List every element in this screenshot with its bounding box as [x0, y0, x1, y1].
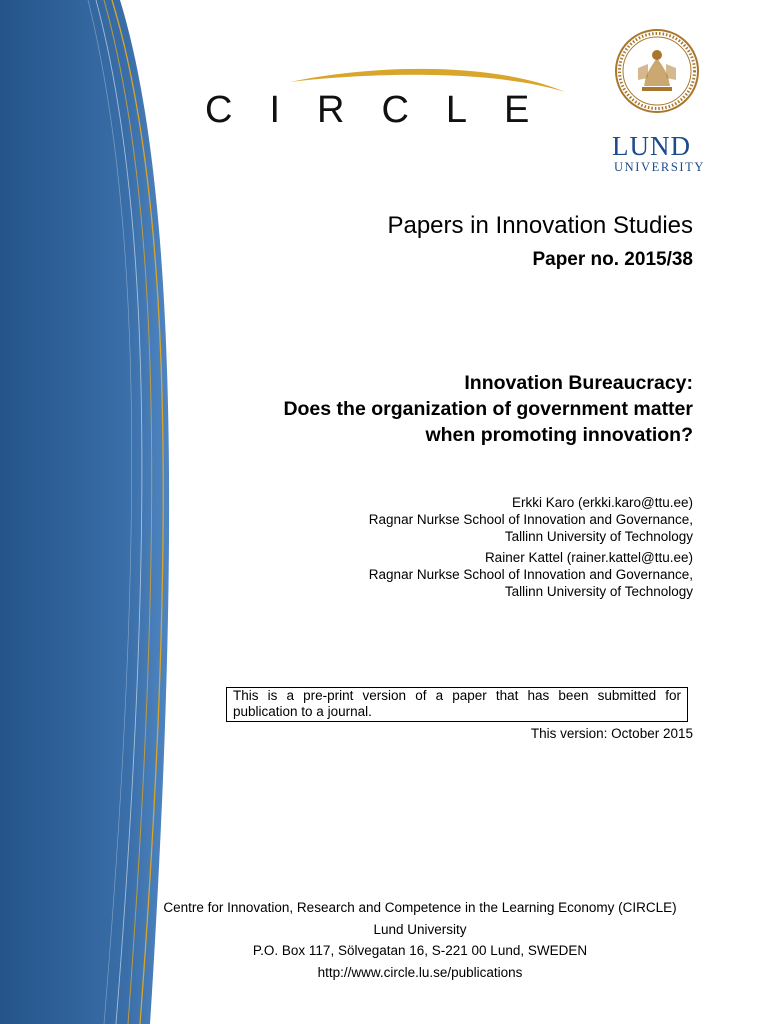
footer-university: Lund University: [373, 921, 467, 937]
author-block: [369, 494, 693, 545]
footer-address: [140, 897, 700, 983]
author-affiliation: Ragnar Nurkse School of Innovation and Governance,: [368, 512, 693, 527]
version-date: This version: October 2015: [530, 726, 693, 741]
circle-logo: [205, 60, 575, 132]
paper-number: Paper no. 2015/38: [532, 249, 693, 270]
author-affiliation: Ragnar Nurkse School of Innovation and Governance,: [368, 567, 693, 582]
lund-subname: UNIVERSITY: [614, 160, 705, 174]
paper-title: [173, 370, 693, 448]
university-seal-icon: [614, 28, 700, 114]
footer-postal-address: P.O. Box 117, Sölvegatan 16, S-221 00 Lund, SWEDEN: [252, 943, 588, 958]
lund-name: LUND: [612, 131, 691, 161]
author-list: [369, 494, 693, 604]
paper-title-line: Does the organization of government matter: [283, 398, 693, 420]
series-title: Papers in Innovation Studies: [387, 212, 693, 239]
paper-title-line: Innovation Bureaucracy:: [464, 372, 693, 394]
footer-url: http://www.circle.lu.se/publications: [317, 964, 523, 980]
footer-institution: Centre for Innovation, Research and Competence in the Learning Economy (CIRCLE): [163, 900, 677, 915]
author-affiliation: Tallinn University of Technology: [504, 529, 693, 544]
decorative-side-panel: [0, 0, 200, 1024]
author-block: [369, 549, 693, 600]
preprint-notice: This is a pre-print version of a paper that has been submitted for publication to a journal.: [226, 687, 688, 722]
paper-title-line: when promoting innovation?: [425, 424, 693, 446]
author-name-email: Rainer Kattel (rainer.kattel@ttu.ee): [484, 550, 693, 565]
lund-university-logo: [600, 28, 720, 174]
author-name-email: Erkki Karo (erkki.karo@ttu.ee): [511, 495, 693, 510]
author-affiliation: Tallinn University of Technology: [504, 584, 693, 599]
circle-wordmark: CIRCLE: [205, 89, 567, 131]
